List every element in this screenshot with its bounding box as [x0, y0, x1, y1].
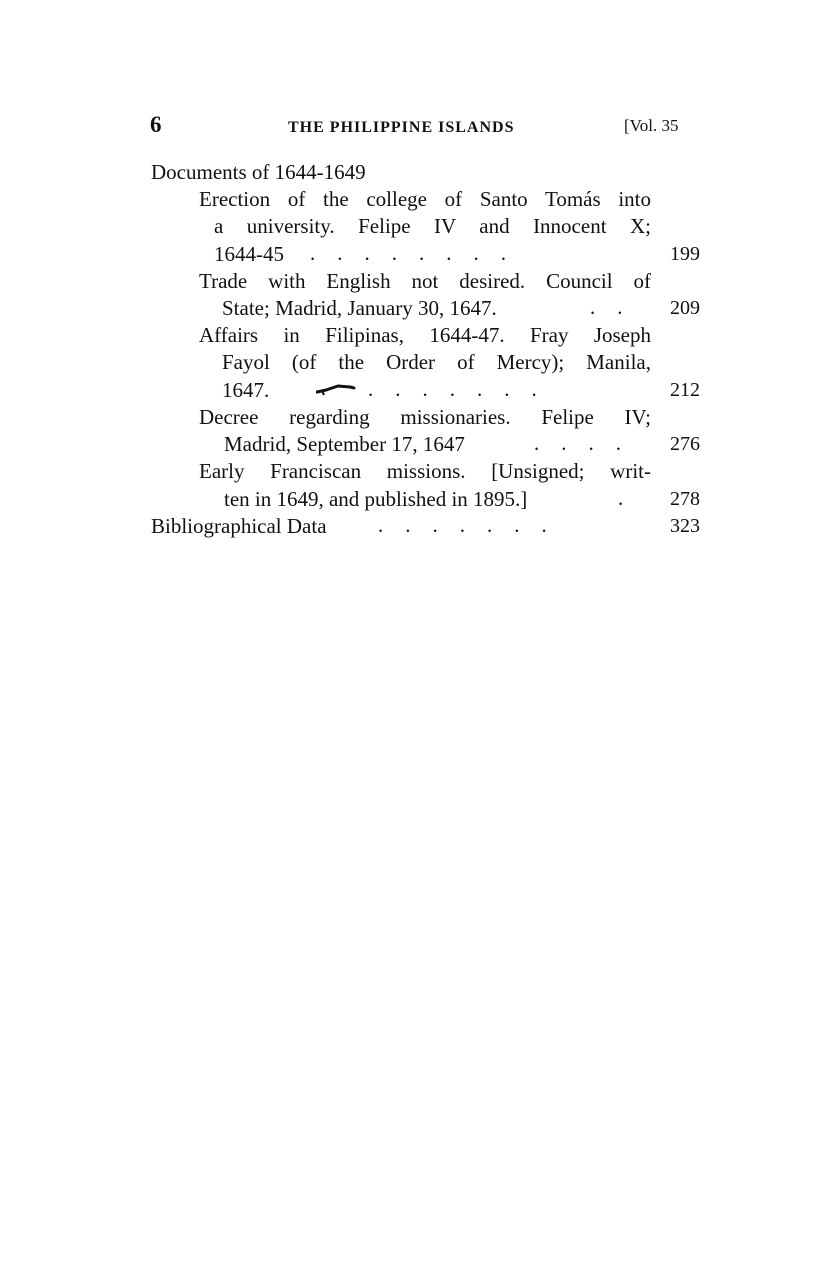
toc-entry-text: Bibliographical Data	[151, 514, 327, 538]
dot-leader: .	[618, 486, 646, 510]
toc-entry-text: State; Madrid, January 30, 1647.	[222, 296, 497, 320]
toc-entry-text: 1644-45	[214, 242, 284, 266]
printer-mark-icon	[316, 383, 356, 402]
toc-entry-text: a university. Felipe IV and Innocent X;	[214, 214, 651, 238]
toc-page-number: 212	[670, 379, 700, 401]
toc-entry-text: Madrid, September 17, 1647	[224, 432, 465, 456]
running-title: THE PHILIPPINE ISLANDS	[288, 119, 515, 136]
toc-page-number: 276	[670, 433, 700, 455]
toc-entry-text: Early Franciscan missions. [Unsigned; writ-	[199, 459, 651, 483]
page-number: 6	[150, 112, 162, 137]
toc-page-number: 323	[670, 515, 700, 537]
toc-page-number: 199	[670, 243, 700, 265]
dot-leader: .......	[378, 513, 569, 537]
toc-entry-text: Affairs in Filipinas, 1644-47. Fray Joseph	[199, 323, 651, 347]
toc-entry-text: Erection of the college of Santo Tomás into	[199, 187, 651, 211]
toc-entry-text: ten in 1649, and published in 1895.]	[224, 487, 528, 511]
toc-page-number: 278	[670, 488, 700, 510]
toc-page-number: 209	[670, 297, 700, 319]
volume-label: [Vol. 35	[624, 116, 679, 135]
toc-entry-text: Decree regarding missionaries. Felipe IV;	[199, 405, 651, 429]
dot-leader: ........	[310, 241, 528, 265]
dot-leader: .......	[368, 377, 559, 401]
dot-leader: ....	[534, 431, 643, 455]
dot-leader: ..	[590, 295, 645, 319]
section-title: Documents of 1644-1649	[151, 160, 366, 184]
toc-entry-text: Fayol (of the Order of Mercy); Manila,	[222, 350, 651, 374]
toc-entry-text: 1647.	[222, 378, 270, 402]
toc-entry-text: Trade with English not desired. Council of	[199, 269, 651, 293]
